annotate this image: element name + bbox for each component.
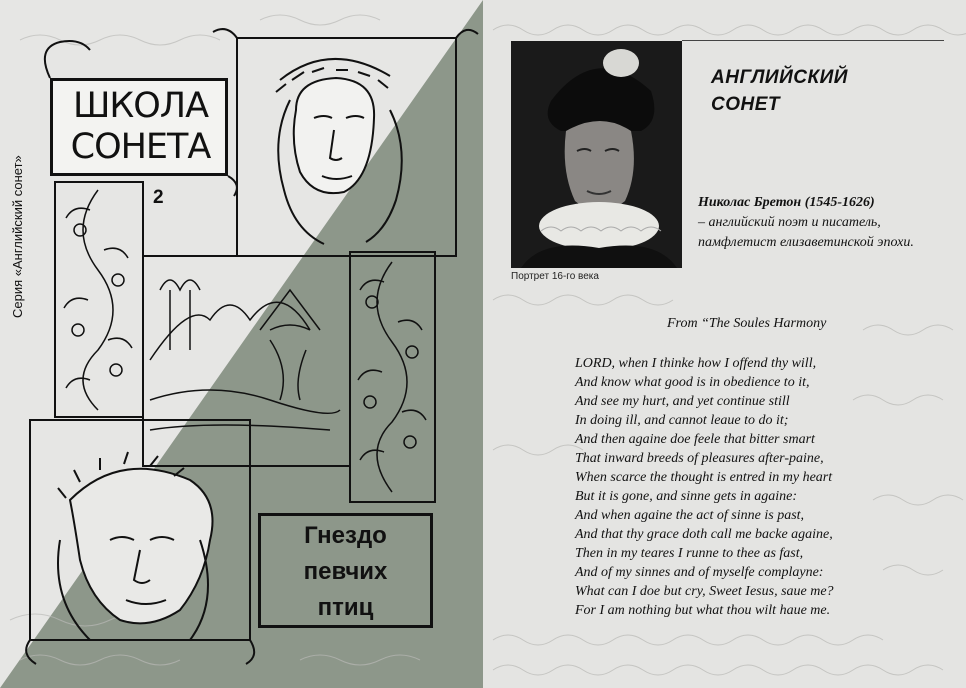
poem-line: Then in my teares I runne to thee as fast,	[575, 546, 804, 561]
series-title-line1: ШКОЛА	[72, 86, 209, 126]
poem-line: And then againe doe feele that bitter smart	[575, 432, 815, 447]
page-heading	[711, 64, 848, 118]
poem-line: And that thy grace doth call me backe againe,	[575, 527, 833, 542]
page-heading-line2: СОНЕТ	[711, 94, 780, 115]
poem-line: What can I doe but cry, Sweet Iesus, saue me?	[575, 584, 834, 599]
author-info	[698, 193, 938, 253]
header-rule	[682, 40, 944, 41]
poem-line: That inward breeds of pleasures after-paine,	[575, 451, 824, 466]
series-title-line2: СОНЕТА	[70, 127, 211, 167]
poem-line: But it is gone, and sinne gets in againe:	[575, 489, 798, 504]
poem-line: And know what good is in obedience to it,	[575, 375, 810, 390]
poet-portrait-image	[511, 41, 682, 268]
book-title	[258, 513, 433, 628]
sonnet-text	[575, 354, 834, 620]
page-heading-line1: АНГЛИЙСКИЙ	[711, 67, 848, 88]
book-title-line3: птиц	[317, 594, 374, 621]
poem-line: And of my sinnes and of myselfe complayne:	[575, 565, 824, 580]
series-title	[58, 86, 223, 168]
book-title-line1: Гнездо	[304, 522, 387, 549]
author-name-dates: Николас Бретон (1545-1626)	[698, 195, 875, 210]
poem-line: For I am nothing but what thou wilt haue me.	[575, 603, 831, 618]
author-description: – английский поэт и писатель, памфлетист елизаветинской эпохи.	[698, 215, 914, 250]
book-title-line2: певчих	[303, 558, 388, 585]
poem-line: LORD, when I thinke how I offend thy will,	[575, 356, 817, 371]
portrait-caption: Портрет 16-го века	[511, 271, 599, 282]
poet-portrait	[511, 41, 682, 268]
poem-source: From “The Soules Harmony	[667, 316, 827, 331]
series-label: Серия «Английский сонет»	[10, 155, 25, 318]
volume-number: 2	[153, 187, 164, 208]
poem-line: And see my hurt, and yet continue still	[575, 394, 790, 409]
poem-line: In doing ill, and cannot leaue to do it;	[575, 413, 789, 428]
poem-line: When scarce the thought is entred in my heart	[575, 470, 833, 485]
vine-ornament-left	[64, 190, 132, 410]
poem-line: And when againe the act of sinne is past,	[575, 508, 805, 523]
